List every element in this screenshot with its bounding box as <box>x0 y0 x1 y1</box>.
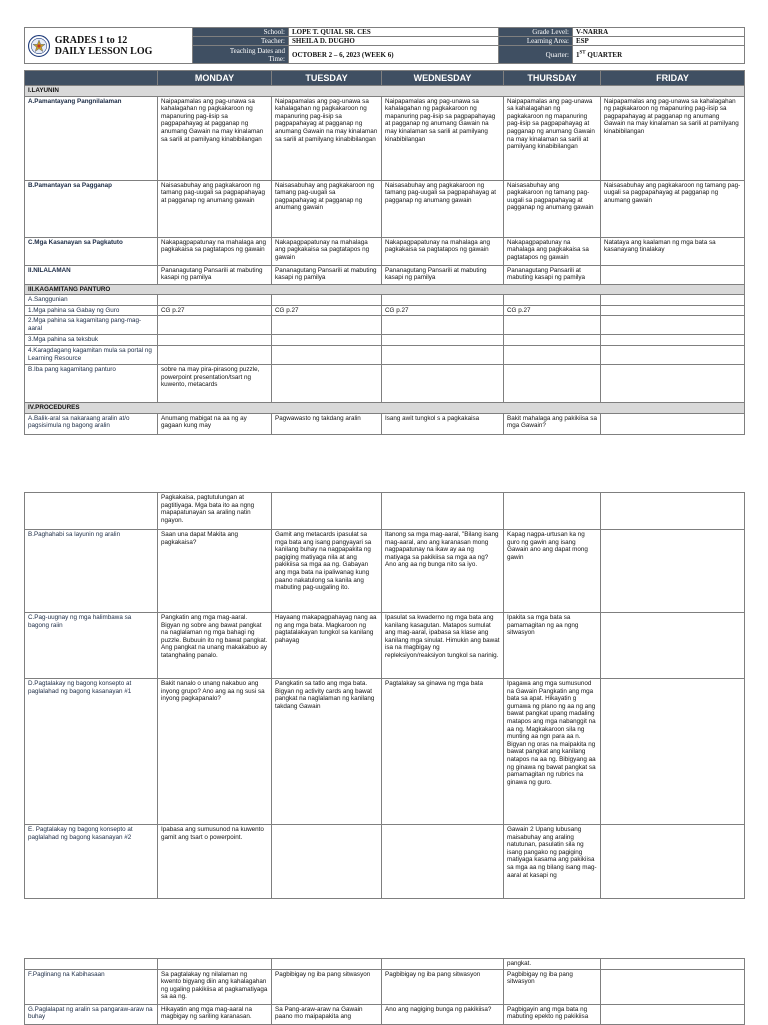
row-label: A.Balik-aral sa nakaraang aralin at/o pagsisimula ng bagong aralin <box>25 413 158 434</box>
cell-friday <box>601 316 745 335</box>
row-paglinang <box>25 969 745 1004</box>
day-wednesday: WEDNESDAY <box>382 71 504 86</box>
row-pagtalakay-1 <box>25 679 745 825</box>
row-teksbuk <box>25 335 745 346</box>
lesson-table-page-1 <box>24 70 745 435</box>
day-tuesday: TUESDAY <box>272 71 382 86</box>
cell-tuesday: Hayaang makapagpahayag nang aa ng ang mga bata. Magkaroon ng pagtatalakayan tungkol sa kanilang pahayag <box>272 613 382 679</box>
row-label: C.Mga Kasanayan sa Pagkatuto <box>25 237 158 265</box>
cell-wednesday <box>382 316 504 335</box>
title-grades: GRADES 1 to 12 <box>54 34 128 46</box>
cell-friday <box>601 613 745 679</box>
row-iba-pang-kagamitan <box>25 364 745 402</box>
title-daily-lesson-log: DAILY LESSON LOG <box>54 45 153 57</box>
day-header-row <box>25 71 745 86</box>
cell-tuesday <box>272 335 382 346</box>
cell-friday <box>601 295 745 306</box>
row-label: G.Paglalapat ng aralin sa pangaraw-araw na buhay <box>25 1004 158 1024</box>
cell-monday: Naipapamalas ang pag-unawa sa kahalagahan ng pagkakaroon ng mapanuring pag-iisip sa pagpapahayag at pagganap ng anumang Gawain na may kinalaman sa sarili at pamilyang kinabibilangan <box>158 96 272 180</box>
cell-friday <box>601 530 745 613</box>
row-pagtalakay-2 <box>25 825 745 899</box>
cell-friday <box>601 265 745 284</box>
cell-tuesday: Nakapagpapatunay na mahalaga ang pagkakaisa sa pagtatapos ng gawain <box>272 237 382 265</box>
section-layunin: I.LAYUNIN <box>25 86 745 97</box>
cell-wednesday <box>382 825 504 899</box>
cell-friday <box>601 493 745 530</box>
cell-monday: Nakapagpapatunay na mahalaga ang pagkakaisa sa pagtatapos ng gawain <box>158 237 272 265</box>
day-monday: MONDAY <box>158 71 272 86</box>
row-label: 2.Mga pahina sa kagamitang pang-mag-aaral <box>25 316 158 335</box>
row-label: B.Pamantayan sa Pagganap <box>25 180 158 237</box>
cell-friday <box>601 305 745 316</box>
cell-monday: Bakit nanalo o unang nakabuo ang inyong grupo? Ano ang aa ng susi sa inyong pagkapanalo? <box>158 679 272 825</box>
cell-wednesday <box>382 335 504 346</box>
row-pag-uugnay <box>25 613 745 679</box>
cell-thursday: Ipakita sa mga bata sa pamamagitan ng aa ngng sitwasyon <box>504 613 601 679</box>
cell-thursday: Gawain 2 Upang lubusang maisabuhay ang araling natutunan, pasulatin sila ng isang pangako ng pagiging matiyaga kasama ang pakikiisa sa mga aa ng bilang isang mag-aaral at kasapi ng <box>504 825 601 899</box>
cell-thursday: Kapag nagpa-urtusan ka ng guro ng gawin ang isang Gawain ano ang dapat mong gawin <box>504 530 601 613</box>
cell-monday: Saan una dapat Makita ang pagkakaisa? <box>158 530 272 613</box>
cell-monday: Ipabasa ang sumusunod na kuwento gamit ang tsart o powerpoint. <box>158 825 272 899</box>
cell-friday <box>601 1004 745 1024</box>
cell-thursday: Bakit mahalaga ang pakikiisa sa mga Gawain? <box>504 413 601 434</box>
cell-friday <box>601 413 745 434</box>
row-label: A.Sanggunian <box>25 295 158 306</box>
day-thursday: THURSDAY <box>504 71 601 86</box>
cell-wednesday: Pananagutang Pansarili at mabuting kasapi ng pamilya <box>382 265 504 284</box>
row-label <box>25 959 158 970</box>
cell-friday <box>601 679 745 825</box>
cell-tuesday: CG p.27 <box>272 305 382 316</box>
cell-thursday: Pagbigayin ang mga bata ng mabuting epekto ng pakikiisa <box>504 1004 601 1024</box>
cell-thursday <box>504 493 601 530</box>
cell-monday <box>158 959 272 970</box>
cell-friday <box>601 825 745 899</box>
grade-label: Grade Level: <box>499 28 573 37</box>
row-karagdagang-kagamitan <box>25 345 745 364</box>
dates-label-line1: Teaching Dates and <box>229 46 285 55</box>
cell-tuesday <box>272 345 382 364</box>
cell-tuesday: Sa Pang-araw-araw na Gawain paano mo maipapakita ang <box>272 1004 382 1024</box>
cell-tuesday: Pagwawasto ng takdang aralin <box>272 413 382 434</box>
row-balik-aral-continued <box>25 493 745 530</box>
quarter-label: Quarter: <box>499 46 573 64</box>
row-label: F.Paglinang na Kabihasaan <box>25 969 158 1004</box>
cell-monday: Pangkatin ang mga mag-aaral. Bigyan ng sobre ang bawat pangkat na naglalaman ng mga bahagi ng puzzle. Bubuuin ito ng bawat pangkat. Ang pangkat na unang makakabuo ay tatanghaling panalo. <box>158 613 272 679</box>
cell-thursday <box>504 316 601 335</box>
cell-tuesday: Naipapamalas ang pag-unawa sa kahalagahan ng pagkakaroon ng mapanuring pag-iisip sa pagpapahayag at pagganap ng anumang Gawain na may kinalaman sa sarili at pamilyang kinabibilangan <box>272 96 382 180</box>
quarter-word: QUARTER <box>585 50 623 59</box>
teacher-label: Teacher: <box>193 37 289 46</box>
cell-thursday: Naisasabuhay ang pagkakaroon ng tamang pag-uugali sa pagpapahayag at pagganap ng anumang gawain <box>504 180 601 237</box>
cell-wednesday: Nakapagpapatunay na mahalaga ang pagkakaisa sa pagtatapos ng gawain <box>382 237 504 265</box>
cell-thursday <box>504 345 601 364</box>
row-gabay-ng-guro <box>25 305 745 316</box>
cell-tuesday <box>272 825 382 899</box>
cell-tuesday <box>272 493 382 530</box>
quarter-suffix: ST <box>579 50 586 56</box>
dates-label <box>193 46 289 64</box>
day-header-blank <box>25 71 158 86</box>
row-paglalapat <box>25 1004 745 1024</box>
cell-thursday: Nakapagpapatunay na mahalaga ang pagkakaisa sa pagtatapos ng gawain <box>504 237 601 265</box>
row-label: 1.Mga pahina sa Gabay ng Guro <box>25 305 158 316</box>
page-2 <box>24 492 744 899</box>
cell-wednesday <box>382 493 504 530</box>
quarter-number: 1 <box>576 50 580 59</box>
cell-wednesday: Naipapamalas ang pag-unawa sa kahalagahan ng pagkakaroon ng mapanuring pag-iisip sa pagpapahayag at pagganap ng anumang Gawain na may kinalaman sa sarili at pamilyang kinabibilangan <box>382 96 504 180</box>
cell-monday: Anumang mabigat na aa ng ay gagaan kung may <box>158 413 272 434</box>
cell-thursday <box>504 335 601 346</box>
cell-tuesday: Naisasabuhay ang pagkakaroon ng tamang pag-uugali sa pagpapahayag at pagganap ng anumang gawain <box>272 180 382 237</box>
row-continued <box>25 959 745 970</box>
cell-tuesday: Gamit ang metacards ipasulat sa mga bata ang isang pangyayari sa kanilang buhay na nagpapakita ng pagiging matiyaga nila at ang pakikiisa sa mga aa ng. Gabayan ang mga bata na ipaliwanag kung paano nakatulong sa kanila ang mabuting pag-uugaling ito. <box>272 530 382 613</box>
grade-value: V-NARRA <box>573 28 745 37</box>
cell-friday <box>601 969 745 1004</box>
cell-monday: Sa pagtalakay ng nilalaman ng kwento bigyang diin ang kahalagahan ng ugaling pakikiisa at pagkamatiyaga sa aa ng. <box>158 969 272 1004</box>
cell-tuesday <box>272 364 382 402</box>
cell-monday: Naisasabuhay ang pagkakaroon ng tamang pag-uugali sa pagpapahayag at pagganap ng anumang gawain <box>158 180 272 237</box>
cell-wednesday: Naisasabuhay ang pagkakaroon ng tamang pag-uugali sa pagpapahayag at pagganap ng anumang gawain <box>382 180 504 237</box>
teacher-value: SHEILA D. DUGHO <box>289 37 499 46</box>
dates-value: OCTOBER 2 – 6, 2023 (WEEK 6) <box>289 46 499 64</box>
row-label: II.NILALAMAN <box>25 265 158 284</box>
cell-thursday: pangkat. <box>504 959 601 970</box>
cell-wednesday: Pagtalakay sa ginawa ng mga bata <box>382 679 504 825</box>
cell-wednesday: Ipasulat sa kwaderno ng mga bata ang kanilang kasagutan. Matapos sumulat ang mag-aaral, ipabasa sa klase ang kanilang mga sinulat. Himukin ang bawat isa na magbigay ng repleksiyon/reaksiyon tungkol sa narinig. <box>382 613 504 679</box>
cell-friday <box>601 345 745 364</box>
page-1 <box>24 27 744 435</box>
row-label: B.Iba pang kagamitang panturo <box>25 364 158 402</box>
row-label: D.Pagtalakay ng bagong konsepto at paglalahad ng bagong kasanayan #1 <box>25 679 158 825</box>
row-nilalaman <box>25 265 745 284</box>
area-value: ESP <box>573 37 745 46</box>
cell-monday: sobre na may pira-pirasong puzzle, powerpoint presentation/tsart ng kuwento, metacards <box>158 364 272 402</box>
cell-monday <box>158 295 272 306</box>
row-pamantayang-pangnilalaman <box>25 96 745 180</box>
row-mga-kasanayan <box>25 237 745 265</box>
cell-thursday <box>504 295 601 306</box>
row-label: 4.Karagdagang kagamitan mula sa portal ng Learning Resource <box>25 345 158 364</box>
row-label: 3.Mga pahina sa teksbuk <box>25 335 158 346</box>
row-label <box>25 493 158 530</box>
deped-seal-icon <box>28 35 50 57</box>
cell-wednesday: Pagbibigay ng iba pang sitwasyon <box>382 969 504 1004</box>
header-table <box>24 27 745 64</box>
cell-tuesday <box>272 295 382 306</box>
cell-friday <box>601 959 745 970</box>
row-paghahabi <box>25 530 745 613</box>
quarter-value <box>573 46 745 64</box>
row-label: A.Pamantayang Pangnilalaman <box>25 96 158 180</box>
cell-friday: Naipapamalas ang pag-unawa sa kahalagahan ng pagkakaroon ng mapanuring pag-iisip sa pagpapahayag at pagganap ng anumang Gawain na may kinalaman sa sarili at pamilyang kinabibilangan <box>601 96 745 180</box>
cell-wednesday <box>382 345 504 364</box>
cell-tuesday <box>272 316 382 335</box>
section-kagamitang-panturo: III.KAGAMITANG PANTURO <box>25 284 745 295</box>
cell-tuesday: Pananagutang Pansarili at mabuting kasapi ng pamilya <box>272 265 382 284</box>
cell-monday: Pananagutang Pansarili at mabuting kasapi ng pamilya <box>158 265 272 284</box>
cell-tuesday <box>272 959 382 970</box>
row-label: E. Pagtalakay ng bagong konsepto at paglalahad ng bagong kasanayan #2 <box>25 825 158 899</box>
cell-wednesday: CG p.27 <box>382 305 504 316</box>
row-pamantayan-sa-pagganap <box>25 180 745 237</box>
cell-wednesday: Isang awit tungkol s a pagkakaisa <box>382 413 504 434</box>
cell-monday: Hikayatin ang mga mag-aaral na magbigay ng sariling karanasan. <box>158 1004 272 1024</box>
cell-friday: Natataya ang kaalaman ng mga bata sa kasanayang tinalakay <box>601 237 745 265</box>
cell-monday <box>158 316 272 335</box>
row-sanggunian <box>25 295 745 306</box>
cell-thursday: Pagbibigay ng iba pang sitwasyon <box>504 969 601 1004</box>
row-kagamitang-mag-aaral <box>25 316 745 335</box>
cell-friday <box>601 364 745 402</box>
cell-thursday: Ipagawa ang mga sumusunod na Gawain Pangkatin ang mga bata sa apat. Hikayatin g gumawa ng plano ng aa ng ang bawat pangkat upang madaling matapos ang mga nabanggit na aa ng. Magkakaroon sila ng munting aa ngn para aa n. Bigyan ng oras na maipakita ng bawat pangkat ang kanilang natapos na aa ng. Bibigyang aa ng ginawa ng bawat pangkat sa pamamagitan ng rubrics na ginawa ng guro. <box>504 679 601 825</box>
section-procedures: IV.PROCEDURES <box>25 402 745 413</box>
cell-friday: Naisasabuhay ang pagkakaroon ng tamang pag-uugali sa pagpapahayag at pagganap ng anumang gawain <box>601 180 745 237</box>
cell-thursday: Pananagutang Pansarili at mabuting kasapi ng pamilya <box>504 265 601 284</box>
cell-wednesday <box>382 295 504 306</box>
cell-tuesday: Pagbibigay ng iba pang sitwasyon <box>272 969 382 1004</box>
school-value: LOPE T. QUIAL SR. CES <box>289 28 499 37</box>
cell-wednesday <box>382 364 504 402</box>
cell-monday: Pagkakaisa, pagtutulungan at pagtitiyaga. Mga bata ito aa ngng mapapatunayan sa araling natin ngayon. <box>158 493 272 530</box>
row-balik-aral <box>25 413 745 434</box>
area-label: Learning Area: <box>499 37 573 46</box>
dates-label-line2: Time: <box>268 54 285 63</box>
page-3 <box>24 958 744 1025</box>
row-label: C.Pag-uugnay ng mga halimbawa sa bagong raiin <box>25 613 158 679</box>
cell-monday: CG p.27 <box>158 305 272 316</box>
cell-wednesday <box>382 959 504 970</box>
cell-wednesday: Ano ang nagiging bunga ng pakikiisa? <box>382 1004 504 1024</box>
row-label: B.Paghahabi sa layunin ng aralin <box>25 530 158 613</box>
cell-thursday: CG p.27 <box>504 305 601 316</box>
cell-tuesday: Pangkatin sa tatlo ang mga bata. Bigyan ng activity cards ang bawat pangkat na naglalaman ng kanilang takdang Gawain <box>272 679 382 825</box>
day-friday: FRIDAY <box>601 71 745 86</box>
cell-wednesday: Itanong sa mga mag-aaral, "Bilang isang mag-aaral, ano ang karanasan mong nagpapatunay na ikaw ay aa ng matiyaga sa pakikiisa sa mga aa ng? Ano ang aa ng bunga nito sa iyo. <box>382 530 504 613</box>
school-label: School: <box>193 28 289 37</box>
lesson-table-page-3 <box>24 958 745 1025</box>
lesson-table-page-2 <box>24 492 745 899</box>
cell-friday <box>601 335 745 346</box>
cell-monday <box>158 345 272 364</box>
header-title-cell <box>25 28 193 64</box>
cell-monday <box>158 335 272 346</box>
cell-thursday: Naipapamalas ang pag-unawa sa kahalagahan ng pagkakaroon ng mapanuring pag-iisip sa pagpapahayag at pagganap ng anumang Gawain na may kinalaman sa sarili at pamilyang kinabibilangan <box>504 96 601 180</box>
cell-thursday <box>504 364 601 402</box>
